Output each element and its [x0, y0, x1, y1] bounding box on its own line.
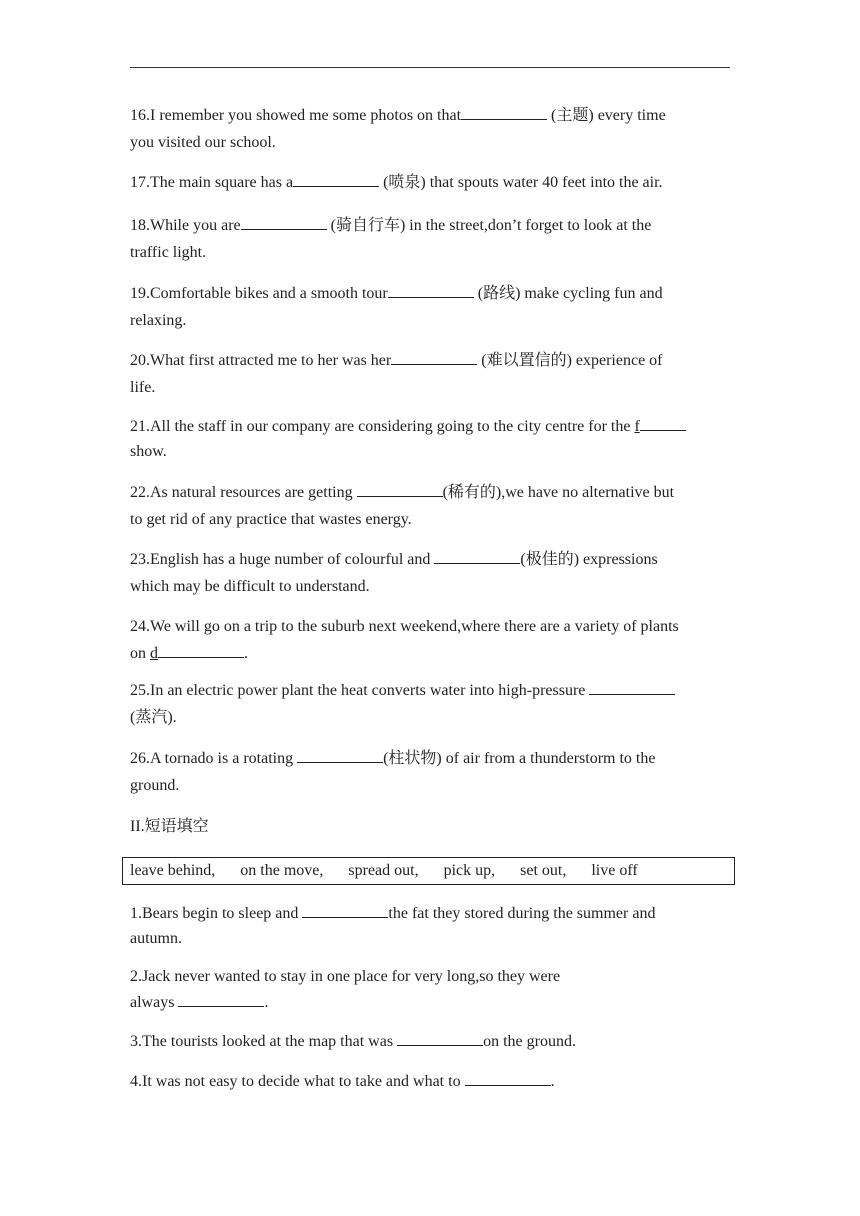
answer-blank[interactable]: [158, 640, 244, 658]
question-text: 20.What first attracted me to her was her: [130, 352, 392, 369]
question-text: 4.It was not easy to decide what to take and what to: [130, 1073, 465, 1090]
question-23: [130, 546, 730, 600]
question-text: .: [264, 994, 269, 1011]
phrase-bank: [122, 857, 735, 885]
answer-blank[interactable]: [397, 1028, 483, 1046]
question-text: (主题) every time: [547, 107, 666, 124]
question-text: on the ground.: [483, 1033, 576, 1050]
question-text: .: [244, 645, 248, 662]
question-text: 16.I remember you showed me some photos on that: [130, 107, 462, 124]
question-20: [130, 347, 730, 401]
answer-blank[interactable]: [178, 989, 264, 1007]
question-text: traffic light.: [130, 244, 207, 261]
phrase-question-1: [130, 900, 730, 951]
question-text: show.: [130, 443, 167, 460]
answer-blank[interactable]: [302, 900, 388, 918]
phrase-item: pick up,: [443, 862, 496, 879]
question-text: life.: [130, 379, 156, 396]
phrase-question-4: [130, 1068, 730, 1094]
question-19: [130, 280, 730, 334]
answer-blank[interactable]: [391, 347, 477, 365]
question-18: [130, 212, 730, 266]
question-text: the fat they stored during the summer and: [388, 905, 656, 922]
question-22: [130, 479, 730, 533]
answer-blank[interactable]: [357, 479, 443, 497]
answer-blank[interactable]: [461, 102, 547, 120]
section-title: II.短语填空: [130, 818, 209, 835]
question-24: [130, 613, 740, 667]
question-text: which may be difficult to understand.: [130, 578, 370, 595]
phrase-item: leave behind,: [130, 862, 216, 879]
question-text: 25.In an electric power plant the heat converts water into high-pressure: [130, 682, 590, 699]
question-text: relaxing.: [130, 312, 187, 329]
answer-blank[interactable]: [293, 169, 379, 187]
phrase-item: live off: [591, 862, 638, 879]
answer-blank[interactable]: [434, 546, 520, 564]
question-text: (路线) make cycling fun and: [473, 285, 663, 302]
question-text: you visited our school.: [130, 134, 276, 151]
question-text: on: [130, 645, 150, 662]
question-text: 18.While you are: [130, 217, 241, 234]
question-text: 19.Comfortable bikes and a smooth tour: [130, 285, 388, 302]
answer-blank[interactable]: [589, 677, 675, 695]
question-26: [130, 745, 730, 799]
question-text: (难以置信的) experience of: [477, 352, 663, 369]
question-16: [130, 102, 730, 156]
question-17: [130, 169, 730, 196]
question-text: (骑自行车) in the street,don’t forget to look at the: [326, 217, 652, 234]
question-text: (柱状物) of air from a thunderstorm to the: [383, 750, 656, 767]
phrase-item: set out,: [520, 862, 567, 879]
question-text: (稀有的),we have no alternative but: [442, 484, 675, 501]
phrase-question-2: [130, 964, 730, 1015]
question-text: to get rid of any practice that wastes energy.: [130, 511, 412, 528]
phrase-question-3: [130, 1028, 730, 1054]
question-text: (极佳的) expressions: [520, 551, 658, 568]
answer-blank[interactable]: [465, 1068, 551, 1086]
question-text: .: [550, 1073, 555, 1090]
question-25: [130, 677, 730, 731]
question-text: 17.The main square has a: [130, 174, 294, 191]
question-text: 24.We will go on a trip to the suburb next weekend,where there are a variety of plants: [130, 618, 679, 635]
question-text: autumn.: [130, 930, 182, 947]
question-text: ground.: [130, 777, 180, 794]
header-rule: [130, 67, 730, 68]
question-text: 3.The tourists looked at the map that was: [130, 1033, 398, 1050]
question-text: 22.As natural resources are getting: [130, 484, 357, 501]
answer-first-letter: f: [634, 418, 640, 435]
question-text: 21.All the staff in our company are considering going to the city centre for the: [130, 418, 635, 435]
question-text: 23.English has a huge number of colourful and: [130, 551, 435, 568]
question-text: always: [130, 994, 179, 1011]
question-text: (蒸汽).: [130, 709, 177, 726]
question-21: [130, 413, 730, 464]
answer-first-letter: d: [150, 645, 158, 662]
question-text: 2.Jack never wanted to stay in one place for very long,so they were: [130, 968, 561, 985]
question-text: 1.Bears begin to sleep and: [130, 905, 303, 922]
phrase-item: spread out,: [348, 862, 419, 879]
question-text: 26.A tornado is a rotating: [130, 750, 298, 767]
answer-blank[interactable]: [241, 212, 327, 230]
question-text: (喷泉) that spouts water 40 feet into the air.: [379, 174, 663, 191]
answer-blank[interactable]: [297, 745, 383, 763]
phrase-item: on the move,: [240, 862, 324, 879]
answer-blank[interactable]: [640, 413, 686, 431]
answer-blank[interactable]: [388, 280, 474, 298]
